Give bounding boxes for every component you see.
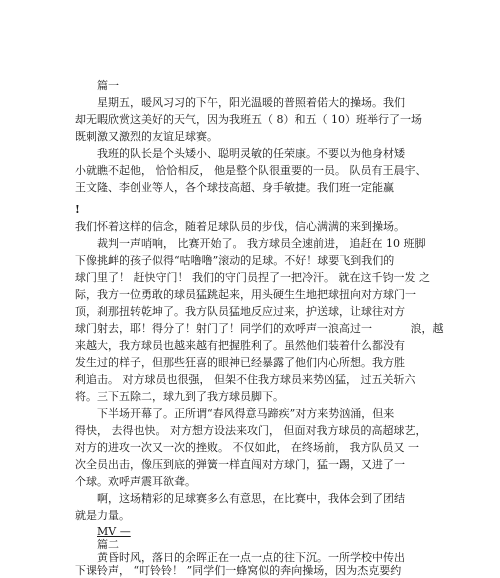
text-line: 黄昏时风，落日的余晖正在一点一点的往下沉。一所学校中传出 (97, 551, 405, 564)
text-line: 将。三下五除二，球九到了我方球员脚下。 (75, 390, 284, 403)
text-line: 就是力量。 (75, 509, 130, 522)
text-line: 星期五，暖风习习的下午，阳光温暖的普照着偌大的操场。我们 (97, 96, 405, 109)
section-heading-1: 篇一 (97, 79, 119, 92)
text-line: 裁判一声哨响， 比赛开始了。 我方球员全速前进， 追赶在 10 班脚 (97, 237, 426, 250)
mv-mark: MV — (97, 525, 131, 538)
text-line: 顶，刹那扭转乾坤了。我方队员猛地反应过来，护送球，让球往对方 (75, 305, 405, 318)
text-line: 下半场开幕了。正所谓“春风得意马蹄疾”对方来势汹涌，但来 (97, 407, 395, 420)
text-line: 下像挑衅的孩子似得“咕噜噜”滚动的足球。不好！球要飞到我们的 (75, 254, 395, 267)
text-line: 对方的进攻一次又一次的挫败。 不仅如此， 在终场前， 我方队员又 一 (75, 441, 419, 454)
text-line: 个球。欢呼声震耳欲聋。 (75, 475, 196, 488)
text-line: 利追击。 对方球员也很强， 但架不住我方球员来势凶猛， 过五关斩六 (75, 373, 416, 386)
text-line: 却无暇欣赏这美好的天气，因为我班五（ 8）和五（ 10）班举行了一场 (75, 113, 422, 126)
text-line: 际，我方一位勇敢的球员猛跳起来，用头硬生生地把球扭向对方球门一 (75, 288, 416, 301)
text-line: 啊，这场精彩的足球赛多么有意思，在比赛中，我体会到了团结 (97, 492, 405, 505)
text-line: 来越大，我方球员也越来越有把握胜利了。虽然他们装着什么都没有 (75, 339, 405, 352)
section-heading-2: 篇二 (97, 538, 119, 551)
text-line: 发生过的样子，但那些狂喜的眼神已经暴露了他们内心所想。我方胜 (75, 356, 405, 369)
text-line: 球门里了！ 赶快守门！ 我们的守门员捏了一把冷汗。 就在这千钧一发 之 (75, 271, 430, 284)
text-line: 小就瞧不起他， 恰恰相反， 他是整个队很重要的一员。 队员有王晨宇、 (75, 164, 427, 177)
text-line: 我班的队长是个头矮小、聪明灵敏的任荣康。不要以为他身材矮 (97, 147, 405, 160)
text-line: 次全员出击，像压到底的弹簧一样直闯对方球门，猛一踢，又进了一 (75, 458, 405, 471)
text-line: 既刺激又激烈的友谊足球赛。 (75, 130, 218, 143)
text-line: 我们怀着这样的信念，随着足球队员的步伐，信心满满的来到操场。 (75, 220, 405, 233)
text-line: ! (75, 203, 80, 216)
text-line: 球门射去，耶！得分了！射门了！同学们的欢呼声一浪高过一 浪，越 (75, 322, 444, 335)
text-line: 下课铃声， “叮铃铃！ ”同学们一蜂窝似的奔向操场，因为杰克要约 (75, 564, 402, 577)
text-line: 得快， 去得也快。 对方想方设法来攻门， 但面对我方球员的高超球艺， (75, 424, 427, 437)
text-line: 王文隆、李创业等人，各个球技高超、身手敏捷。我们班一定能赢 (75, 181, 394, 194)
